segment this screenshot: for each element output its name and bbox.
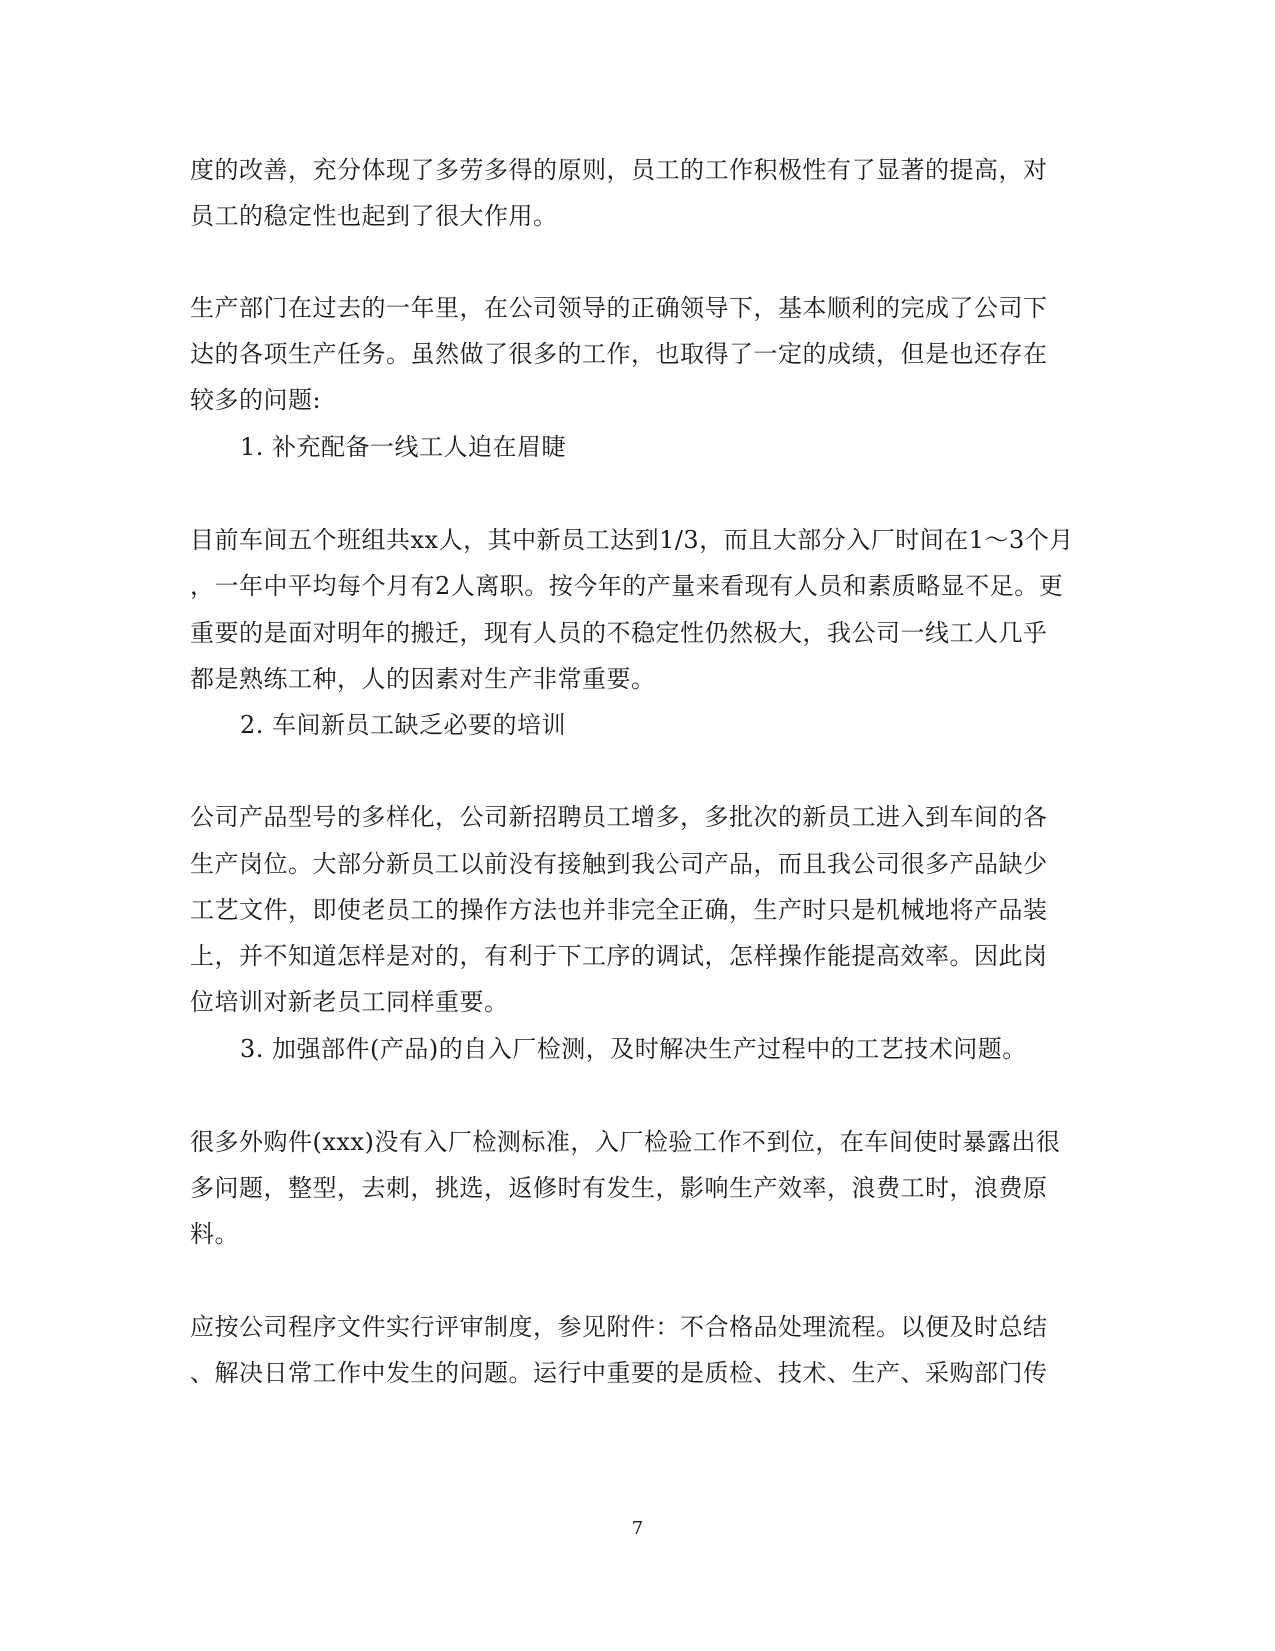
text-line: 很多外购件(xxx)没有入厂检测标准，入厂检验工作不到位，在车间使时暴露出很 [190,1128,1061,1156]
text-line: 重要的是面对明年的搬迁，现有人员的不稳定性仍然极大，我公司一线工人几乎 [190,619,1048,647]
section-heading: 2. 车间新员工缺乏必要的培训 [240,711,567,739]
text-line: 公司产品型号的多样化，公司新招聘员工增多，多批次的新员工进入到车间的各 [190,803,1048,831]
text-line: 达的各项生产任务。虽然做了很多的工作，也取得了一定的成绩，但是也还存在 [190,340,1048,368]
text-line: 上，并不知道怎样是对的，有利于下工序的调试，怎样操作能提高效率。因此岗 [190,942,1048,970]
text-line: 料。 [190,1220,239,1248]
text-line: 、解决日常工作中发生的问题。运行中重要的是质检、技术、生产、采购部门传 [190,1359,1048,1387]
text-line: 较多的问题: [190,386,322,414]
text-line: 位培训对新老员工同样重要。 [190,988,509,1016]
text-line: 都是熟练工种，人的因素对生产非常重要。 [190,665,656,693]
text-line: 目前车间五个班组共xx人，其中新员工达到1/3，而且大部分入厂时间在1～3个月 [190,526,1074,554]
text-line: 多问题，整型，去刺，挑选，返修时有发生，影响生产效率，浪费工时，浪费原 [190,1174,1048,1202]
text-line: 生产部门在过去的一年里，在公司领导的正确领导下，基本顺利的完成了公司下 [190,294,1048,322]
text-line: 应按公司程序文件实行评审制度，参见附件：不合格品处理流程。以便及时总结 [190,1313,1048,1341]
section-heading: 1. 补充配备一线工人迫在眉睫 [240,433,567,461]
page-number: 7 [631,1518,644,1539]
text-line: 生产岗位。大部分新员工以前没有接触到我公司产品，而且我公司很多产品缺少 [190,850,1048,878]
text-line: 员工的稳定性也起到了很大作用。 [190,202,558,230]
text-line: 度的改善，充分体现了多劳多得的原则，员工的工作积极性有了显著的提高，对 [190,156,1048,184]
text-line: ，一年中平均每个月有2人离职。按今年的产量来看现有人员和素质略显不足。更 [190,572,1064,600]
section-heading: 3. 加强部件(产品)的自入厂检测，及时解决生产过程中的工艺技术问题。 [240,1035,1027,1063]
text-line: 工艺文件，即使老员工的操作方法也并非完全正确，生产时只是机械地将产品装 [190,896,1048,924]
